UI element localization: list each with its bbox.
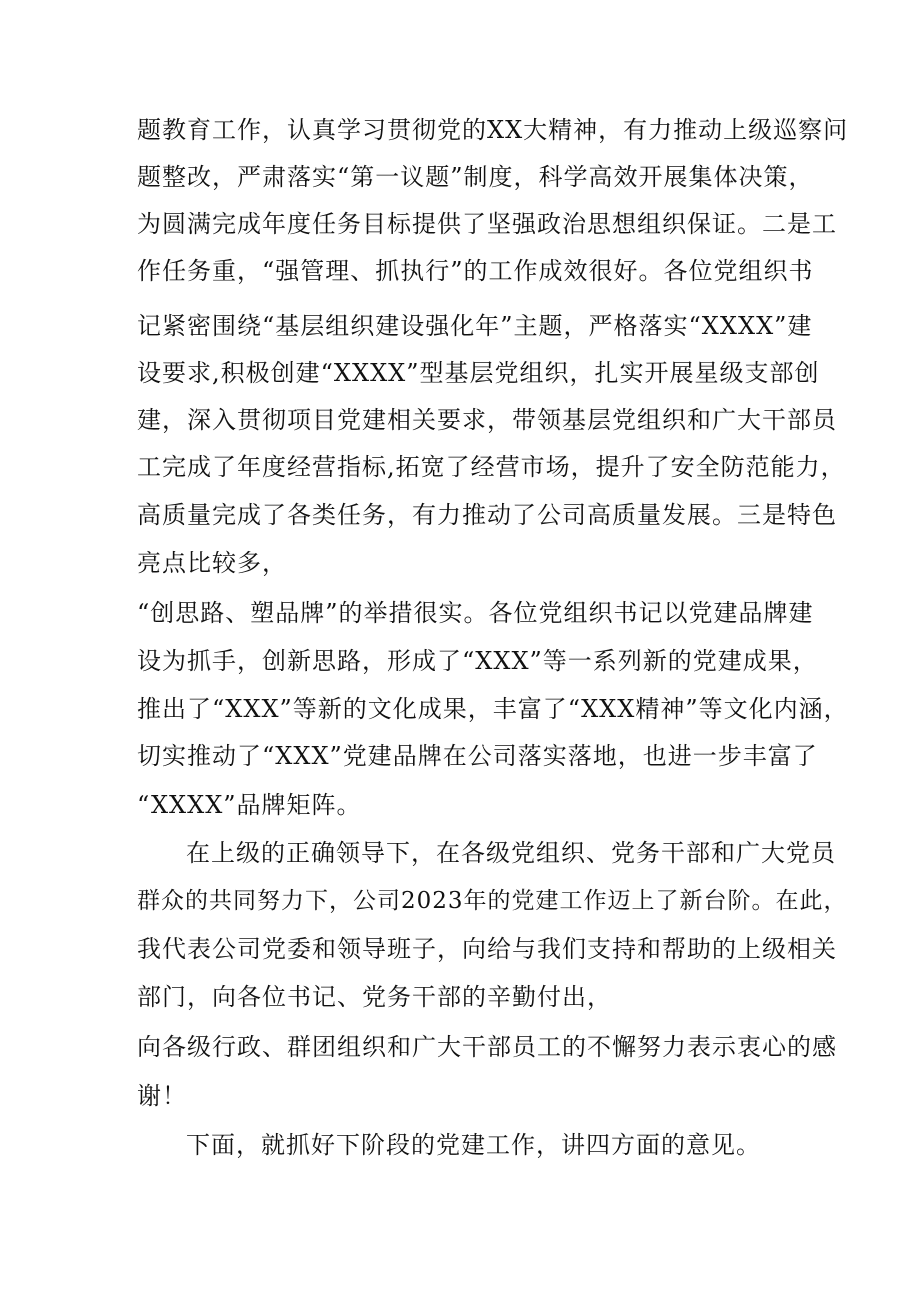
paragraph-first-line: 下面，就抓好下阶段的党建工作，讲四方面的意见。 [186, 1131, 761, 1159]
text-line: 工完成了年度经营指标,拓宽了经营市场，提升了安全防范能力， [137, 453, 846, 481]
text-line: 设为抓手，创新思路，形成了“XXX”等一系列新的党建成果， [137, 647, 818, 675]
text-line: 群众的共同努力下，公司2023年的党建工作迈上了新台阶。在此， [137, 888, 848, 914]
text-line: 部门，向各位书记、党务干部的辛勤付出， [137, 983, 612, 1011]
text-line: 建，深入贯彻项目党建相关要求，带领基层党组织和广大干部员 [137, 406, 837, 434]
text-line: 向各级行政、群团组织和广大干部员工的不懈努力表示衷心的感 [137, 1033, 837, 1061]
text-line: 题教育工作，认真学习贯彻党的XX大精神，有力推动上级巡察问 [137, 116, 849, 144]
text-line: “创思路、塑品牌”的举措很实。各位党组织书记以党建品牌建 [137, 599, 814, 627]
text-line: “XXXX”品牌矩阵。 [137, 791, 362, 819]
text-line: 作任务重，“强管理、抓执行”的工作成效很好。各位党组织书 [137, 257, 814, 285]
text-line: 亮点比较多， [137, 549, 287, 577]
text-line: 记紧密围绕“基层组织建设强化年”主题，严格落实“XXXX”建 [137, 312, 813, 340]
paragraph-first-line: 在上级的正确领导下，在各级党组织、党务干部和广大党员 [186, 839, 836, 867]
text-line: 推出了“XXX”等新的文化成果，丰富了“XXX精神”等文化内涵， [137, 695, 849, 723]
text-line: 切实推动了“XXX”党建品牌在公司落实落地，也进一步丰富了 [137, 742, 818, 770]
text-line: 我代表公司党委和领导班子，向给与我们支持和帮助的上级相关 [137, 935, 837, 963]
text-line: 题整改，严肃落实“第一议题”制度，科学高效开展集体决策， [137, 163, 814, 191]
text-line: 谢！ [137, 1082, 187, 1110]
text-line: 设要求,积极创建“XXXX”型基层党组织，扎实开展星级支部创 [137, 359, 820, 387]
text-line: 为圆满完成年度任务目标提供了坚强政治思想组织保证。二是工 [137, 210, 837, 238]
text-line: 高质量完成了各类任务，有力推动了公司高质量发展。三是特色 [137, 501, 837, 529]
